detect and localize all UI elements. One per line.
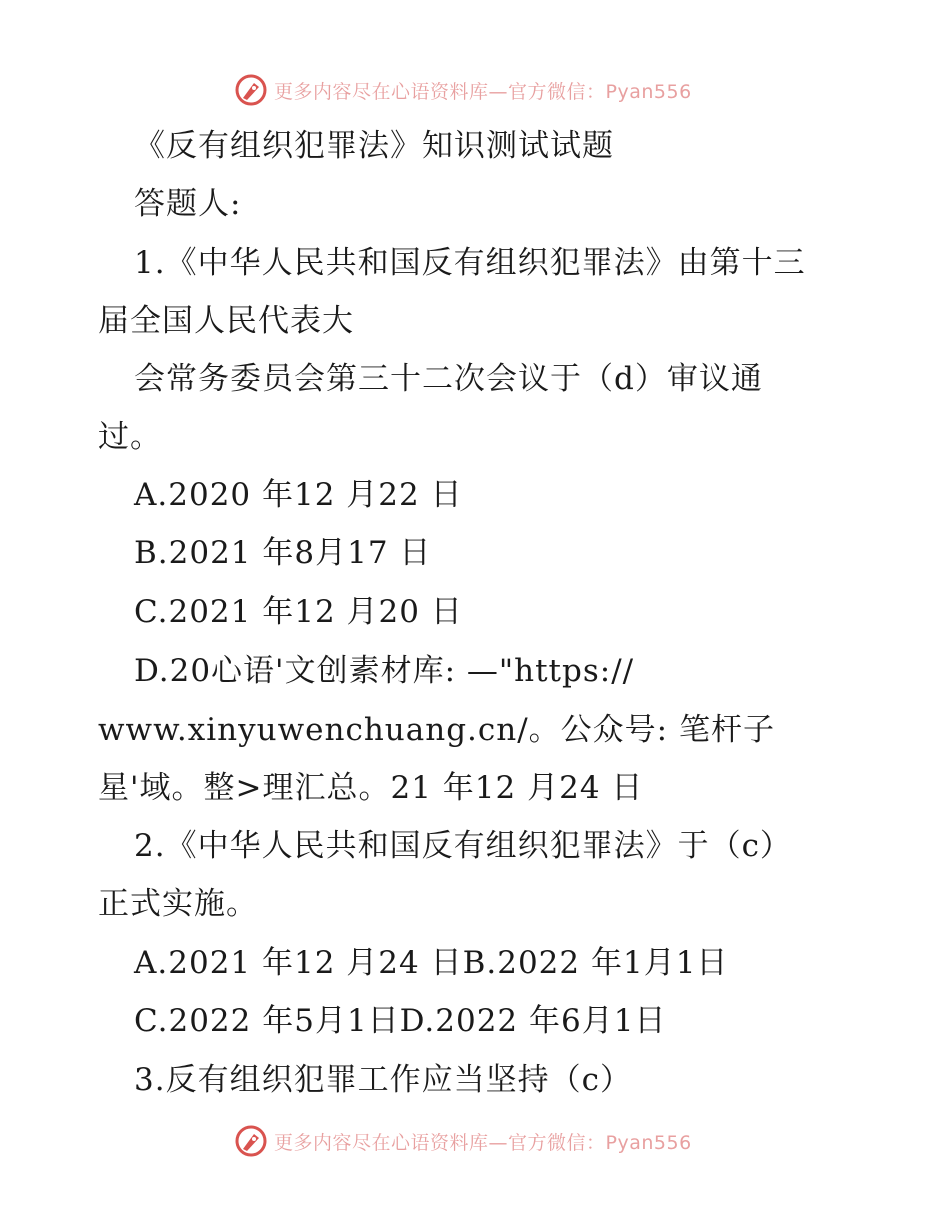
watermark-footer (234, 1121, 692, 1161)
text-line: 3.反有组织犯罪工作应当坚持（c） (134, 1062, 632, 1098)
text-line: 星'域。整>理汇总。21 年12 月24 日 (98, 770, 644, 806)
text-line: 届全国人民代表大 (98, 303, 354, 339)
pen-nib-logo-icon (234, 73, 268, 107)
text-line: 正式实施。 (98, 886, 258, 922)
text-line: 会常务委员会第三十二次会议于（d）审议通 (134, 361, 763, 397)
option-line: C.2022 年5月1日D.2022 年6月1日 (134, 1003, 667, 1039)
text-line: 2.《中华人民共和国反有组织犯罪法》于（c） (134, 828, 792, 864)
option-line: A.2020 年12 月22 日 (134, 477, 463, 513)
watermark-text: 更多内容尽在心语资料库—官方微信：Pyan556 (274, 80, 692, 103)
watermark-text: 更多内容尽在心语资料库—官方微信：Pyan556 (274, 1131, 692, 1154)
option-line: A.2021 年12 月24 日B.2022 年1月1日 (134, 945, 729, 981)
respondent-label: 答题人: (134, 186, 242, 222)
option-line: C.2021 年12 月20 日 (134, 594, 463, 630)
option-line: D.20心语'文创素材库: —"https:// (134, 653, 635, 689)
text-line: www.xinyuwenchuang.cn/。公众号: 笔杆子 (98, 712, 775, 748)
document-title: 《反有组织犯罪法》知识测试试题 (134, 128, 614, 164)
text-line: 1.《中华人民共和国反有组织犯罪法》由第十三 (134, 245, 806, 281)
pen-nib-logo-icon (234, 1124, 268, 1158)
text-line: 过。 (98, 419, 162, 455)
watermark-header (234, 70, 692, 110)
option-line: B.2021 年8月17 日 (134, 535, 432, 571)
